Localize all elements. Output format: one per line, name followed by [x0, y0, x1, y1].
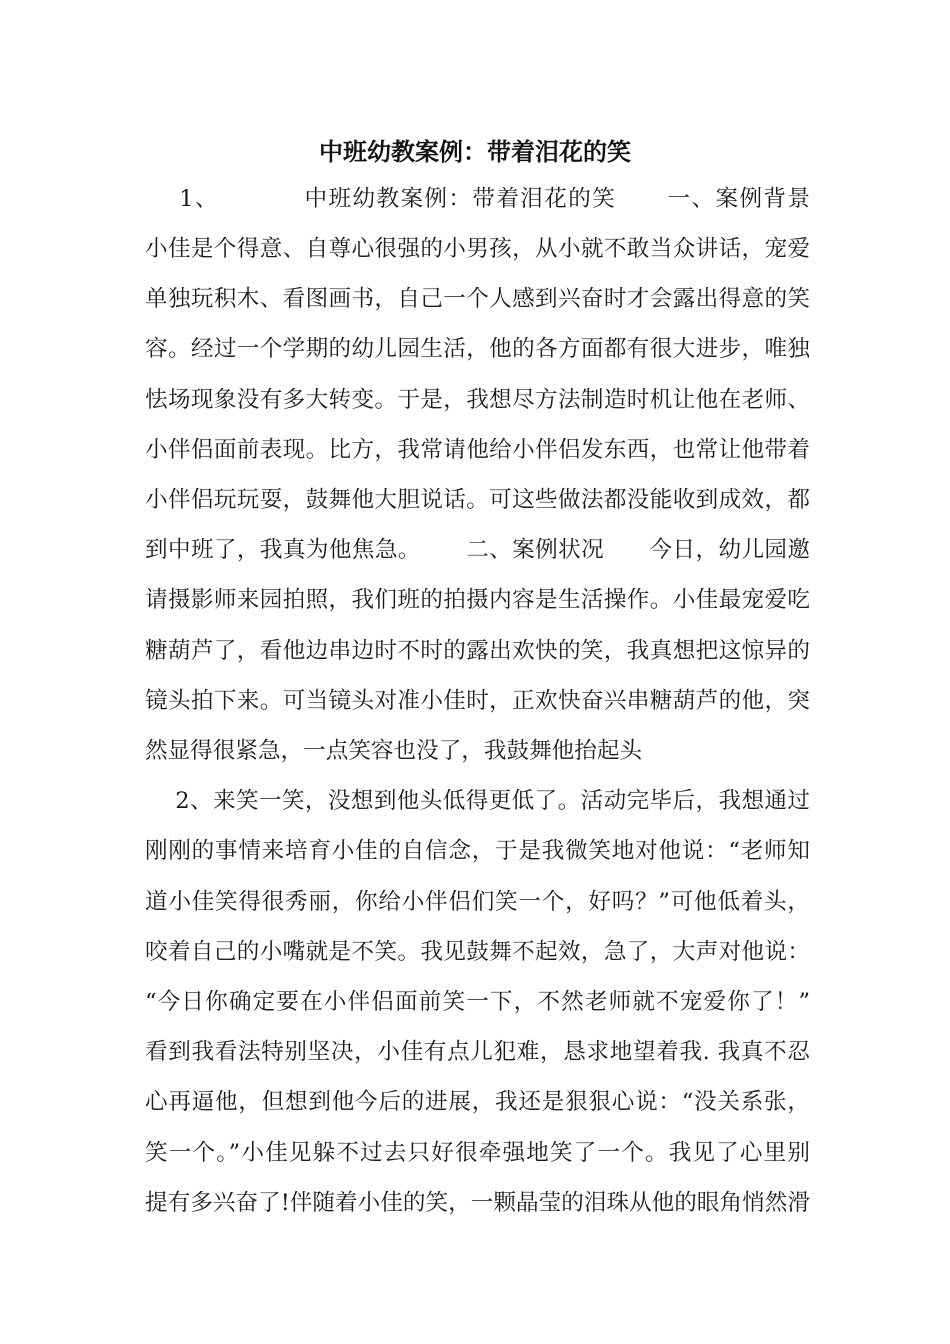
text-line-21: 提有多兴奋了!伴随着小佳的笑，一颗晶莹的泪珠从他的眼角悄然滑	[145, 1190, 810, 1216]
text-line-6: 小伴侣面前表现。比方，我常请他给小伴侣发东西，也常让他带着	[145, 437, 810, 463]
text-line-16: 咬着自己的小嘴就是不笑。我见鼓舞不起效，急了，大声对他说：	[145, 939, 810, 965]
text-line-7: 小伴侣玩玩耍，鼓舞他大胆说话。可这些做法都没能收到成效，都	[145, 487, 810, 513]
text-line-2: 小佳是个得意、自尊心很强的小男孩，从小就不敢当众讲话，宠爱	[145, 236, 810, 262]
text-line-4: 容。经过一个学期的幼儿园生活，他的各方面都有很大进步，唯独	[145, 336, 810, 362]
text-line-12: 然显得很紧急，一点笑容也没了，我鼓舞他抬起头	[145, 738, 643, 764]
text-line-9: 请摄影师来园拍照，我们班的拍摄内容是生活操作。小佳最宠爱吃	[145, 587, 810, 613]
text-line-10: 糖葫芦了，看他边串边时不时的露出欢快的笑，我真想把这惊异的	[145, 638, 810, 664]
text-line-1: 1、 中班幼教案例：带着泪花的笑 一、案例背景	[145, 186, 810, 212]
text-line-19: 心再逼他，但想到他今后的进展，我还是狠狠心说：“没关系张，	[145, 1089, 810, 1115]
text-line-5: 怯场现象没有多大转变。于是，我想尽方法制造时机让他在老师、	[145, 387, 810, 413]
text-line-8: 到中班了，我真为他焦急。 二、案例状况 今日，幼儿园邀	[145, 537, 810, 563]
text-line-13: 2、来笑一笑，没想到他头低得更低了。活动完毕后，我想通过	[145, 788, 810, 814]
text-line-20: 笑一个。”小佳见躲不过去只好很牵强地笑了一个。我见了心里别	[145, 1140, 810, 1166]
text-line-17: “今日你确定要在小伴侣面前笑一下，不然老师就不宠爱你了！”	[145, 989, 810, 1015]
document-title: 中班幼教案例：带着泪花的笑	[319, 137, 631, 166]
text-line-11: 镜头拍下来。可当镜头对准小佳时，正欢快奋兴串糖葫芦的他，突	[145, 688, 810, 714]
text-line-18: 看到我看法特别坚决，小佳有点儿犯难，恳求地望着我. 我真不忍	[145, 1039, 810, 1065]
text-line-3: 单独玩积木、看图画书，自己一个人感到兴奋时才会露出得意的笑	[145, 286, 810, 312]
text-line-15: 道小佳笑得很秀丽，你给小伴侣们笑一个，好吗？”可他低着头，	[145, 889, 810, 915]
text-line-14: 刚刚的事情来培育小佳的自信念，于是我微笑地对他说：“老师知	[145, 838, 810, 864]
